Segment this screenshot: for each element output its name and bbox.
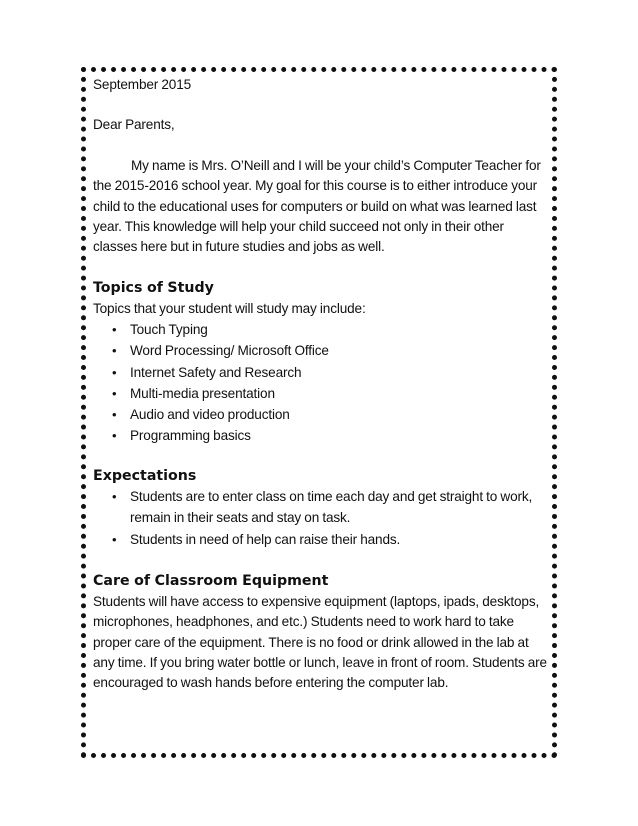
bullet-icon: •: [112, 322, 117, 338]
expectation-item-label: Students are to enter class on time each day and get straight to work, remain in their seats and stay on task.: [130, 489, 533, 525]
equipment-heading: Care of Classroom Equipment: [93, 572, 329, 589]
bullet-icon: •: [112, 364, 117, 380]
expectations-heading: Expectations: [93, 468, 197, 485]
bullet-icon: •: [112, 428, 117, 444]
bullet-icon: •: [112, 385, 117, 401]
bullet-icon: •: [112, 343, 117, 359]
expectation-item-label: Students in need of help can raise their hands.: [130, 532, 401, 548]
expectations-list: [93, 487, 548, 550]
list-item: [93, 404, 548, 425]
list-item: [93, 362, 548, 383]
list-item: [93, 340, 548, 361]
topic-item-label: Touch Typing: [130, 322, 208, 338]
list-item: [93, 383, 548, 404]
equipment-paragraph: Students will have access to expensive equipment (laptops, ipads, desktops, microphones, headphones, and etc.) Students need to work hard to take proper care of the equipment. There is no food or drink allowed in the lab at any time. If you bring water bottle or lunch, leave in front of room. Students are encouraged to wash hands before entering the computer lab.: [93, 593, 547, 691]
topic-item-label: Multi-media presentation: [130, 385, 275, 401]
bullet-icon: •: [112, 532, 117, 548]
topics-heading: Topics of Study: [93, 279, 214, 296]
list-item: [93, 425, 548, 446]
bullet-icon: •: [112, 489, 117, 505]
topic-item-label: Programming basics: [130, 428, 251, 444]
list-item: [93, 319, 548, 340]
list-item: [93, 530, 548, 550]
topics-lead: Topics that your student will study may include:: [93, 300, 366, 316]
topic-item-label: Word Processing/ Microsoft Office: [130, 343, 329, 359]
topic-item-label: Internet Safety and Research: [130, 364, 302, 380]
list-item: [93, 487, 548, 528]
letter-salutation: Dear Parents,: [93, 117, 175, 133]
bullet-icon: •: [112, 407, 117, 423]
topics-list: [93, 319, 548, 446]
letter-body: [93, 75, 548, 694]
topic-item-label: Audio and video production: [130, 407, 290, 423]
letter-date: September 2015: [93, 77, 192, 92]
intro-paragraph: My name is Mrs. O’Neill and I will be your child’s Computer Teacher for the 2015-2016 school year. My goal for this course is to either introduce your child to the educational uses for computers or build on what was learned last year. This knowledge will help your child succeed not only in their other classes here but in future studies and jobs as well.: [93, 157, 541, 255]
